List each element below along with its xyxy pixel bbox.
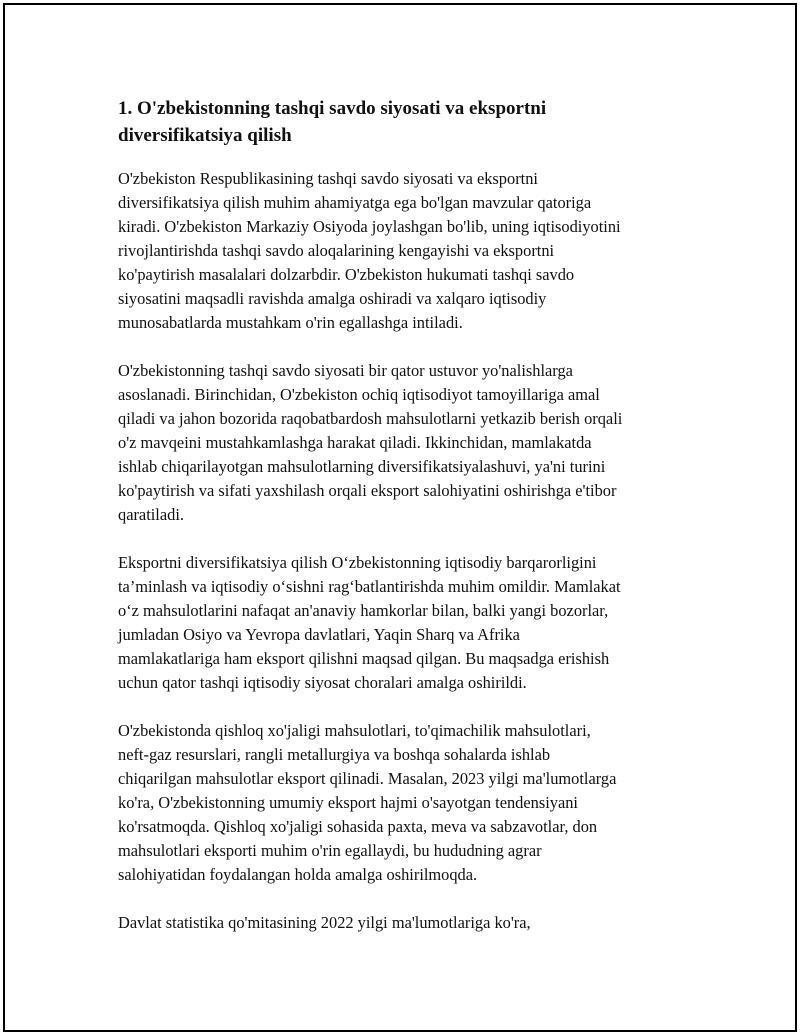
text-line: rivojlantirishda tashqi savdo aloqalarining kengayishi va eksportni bbox=[118, 241, 555, 260]
text-line: O'zbekistonning tashqi savdo siyosati bir qator ustuvor yo'nalishlarga bbox=[118, 361, 573, 380]
text-line: mamlakatlariga ham eksport qilishni maqsad qilgan. Bu maqsadga erishish bbox=[118, 649, 610, 668]
text-line: qaratiladi. bbox=[118, 505, 184, 524]
paragraph-1 bbox=[118, 167, 708, 335]
paragraph-3 bbox=[118, 551, 708, 695]
text-line: Davlat statistika qo'mitasining 2022 yilgi ma'lumotlariga ko'ra, bbox=[118, 913, 531, 932]
text-line: ko'rsatmoqda. Qishloq xo'jaligi sohasida paxta, meva va sabzavotlar, don bbox=[118, 817, 598, 836]
text-line: ta’minlash va iqtisodiy o‘sishni rag‘batlantirishda muhim omildir. Mamlakat bbox=[118, 577, 621, 596]
document-body bbox=[118, 95, 708, 959]
text-line: chiqarilgan mahsulotlar eksport qilinadi. Masalan, 2023 yilgi ma'lumotlarga bbox=[118, 769, 617, 788]
heading-line: diversifikatsiya qilish bbox=[118, 125, 292, 146]
text-line: diversifikatsiya qilish muhim ahamiyatga ega bo'lgan mavzular qatoriga bbox=[118, 193, 592, 212]
text-line: o‘z mahsulotlarini nafaqat an'anaviy hamkorlar bilan, balki yangi bozorlar, bbox=[118, 601, 609, 620]
section-heading bbox=[118, 95, 708, 149]
heading-line: 1. O'zbekistonning tashqi savdo siyosati va eksportni bbox=[118, 98, 547, 119]
text-line: ko'ra, O'zbekistonning umumiy eksport hajmi o'sayotgan tendensiyani bbox=[118, 793, 578, 812]
paragraph-4 bbox=[118, 719, 708, 887]
paragraph-2 bbox=[118, 359, 708, 527]
text-line: jumladan Osiyo va Yevropa davlatlari, Yaqin Sharq va Afrika bbox=[118, 625, 520, 644]
text-line: qiladi va jahon bozorida raqobatbardosh mahsulotlarni yetkazib berish orqali bbox=[118, 409, 623, 428]
text-line: O'zbekistonda qishloq xo'jaligi mahsulotlari, to'qimachilik mahsulotlari, bbox=[118, 721, 591, 740]
text-line: asoslanadi. Birinchidan, O'zbekiston ochiq iqtisodiyot tamoyillariga amal bbox=[118, 385, 600, 404]
text-line: Eksportni diversifikatsiya qilish O‘zbekistonning iqtisodiy barqarorligini bbox=[118, 553, 597, 572]
text-line: ishlab chiqarilayotgan mahsulotlarning diversifikatsiyalashuvi, ya'ni turini bbox=[118, 457, 606, 476]
text-line: O'zbekiston Respublikasining tashqi savdo siyosati va eksportni bbox=[118, 169, 538, 188]
text-line: uchun qator tashqi iqtisodiy siyosat choralari amalga oshirildi. bbox=[118, 673, 527, 692]
text-line: o'z mavqeini mustahkamlashga harakat qiladi. Ikkinchidan, mamlakatda bbox=[118, 433, 592, 452]
text-line: mahsulotlari eksporti muhim o'rin egallaydi, bu hududning agrar bbox=[118, 841, 542, 860]
text-line: kiradi. O'zbekiston Markaziy Osiyoda joylashgan bo'lib, uning iqtisodiyotini bbox=[118, 217, 621, 236]
text-line: ko'paytirish masalalari dolzarbdir. O'zbekiston hukumati tashqi savdo bbox=[118, 265, 575, 284]
paragraph-5 bbox=[118, 911, 708, 935]
text-line: neft-gaz resurslari, rangli metallurgiya va boshqa sohalarda ishlab bbox=[118, 745, 551, 764]
text-line: munosabatlarda mustahkam o'rin egallashga intiladi. bbox=[118, 313, 463, 332]
text-line: siyosatini maqsadli ravishda amalga oshiradi va xalqaro iqtisodiy bbox=[118, 289, 547, 308]
text-line: ko'paytirish va sifati yaxshilash orqali eksport salohiyatini oshirishga e'tibor bbox=[118, 481, 617, 500]
text-line: salohiyatidan foydalangan holda amalga oshirilmoqda. bbox=[118, 865, 478, 884]
